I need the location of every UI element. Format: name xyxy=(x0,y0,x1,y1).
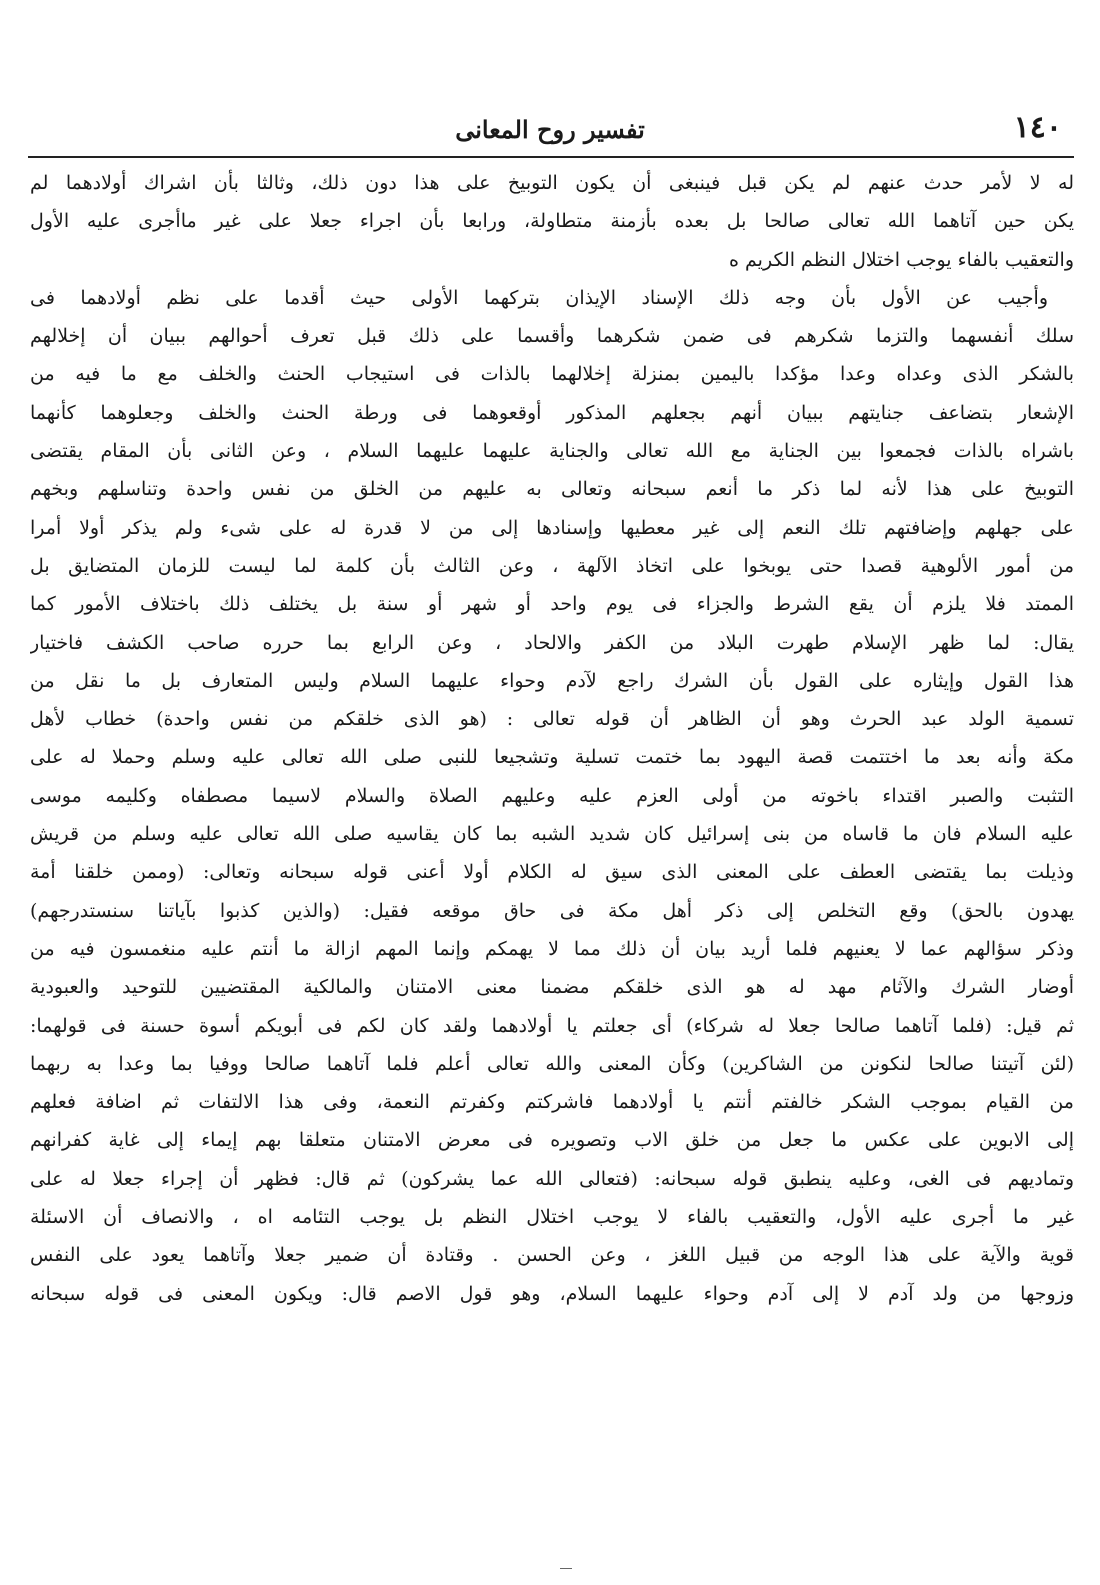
text-line: وزوجها من ولد آدم لا إلى آدم وحواء عليهما السلام، وهو قول الاصم قال: ويكون المعنى فى قوله سبحانه xyxy=(30,1282,1074,1305)
text-line: مكة وأنه بعد ما اختتمت قصة اليهود بما ختمت تسلية وتشجيعا للنبى صلى الله تعالى عليه وسلم وحملا له على xyxy=(30,746,1074,769)
text-line: الممتد فلا يلزم أن يقع الشرط والجزاء فى يوم واحد أو شهر أو سنة بل يختلف ذلك باختلاف الأمور كما xyxy=(30,593,1074,616)
text-line: عليه السلام فان ما قاساه من بنى إسرائيل كان شديد الشبه بما كان يقاسيه صلى الله تعالى عليه وسلم من قريش xyxy=(30,823,1074,846)
text-line: إلى الابوين على عكس ما جعل من خلق الاب وتصويره فى معرض الامتنان متعلقا بهم إيماء إلى غاية كفرانهم xyxy=(30,1129,1074,1152)
text-line: وذكر سؤالهم عما لا يعنيهم فلما أريد بيان أن ذلك مما لا يهمكم وإنما المهم ازالة ما أنتم عليه منغمسون فيه من xyxy=(30,937,1074,960)
text-line: من أمور الألوهية قصدا حتى يوبخوا على اتخاذ الآلهة ، وعن الثالث بأن كلمة لما ليست للزمان المتضايق بل xyxy=(30,554,1074,577)
header-rule xyxy=(28,156,1074,158)
text-line: من القيام بموجب الشكر خالفتم أنتم يا أولادهما فاشركتم وكفرتم النعمة، وفى هذا الالتفات ثم اضافة فعلهم xyxy=(30,1091,1074,1114)
text-line: والتعقيب بالفاء يوجب اختلال النظم الكريم ه xyxy=(729,248,1074,271)
page-header xyxy=(30,108,1070,154)
text-line: ثم قيل: (فلما آتاهما صالحا جعلا له شركاء) أى جعلتم يا أولادهما ولقد كان لكم فى أبويكم أسوة حسنة فى قولهما: xyxy=(30,1014,1074,1037)
text-line: باشراه بالذات فجمعوا بين الجناية مع الله تعالى والجناية عليهما عليهما السلام ، وعن الثانى بأن المقام يقتضى xyxy=(30,440,1074,463)
text-line: غير ما أجرى عليه الأول، والتعقيب بالفاء لا يوجب اختلال النظم بل يوجب التئامه اه ، والانصاف أن الاسئلة xyxy=(30,1206,1074,1229)
text-line: قوية والآية على هذا الوجه من قبيل اللغز ، وعن الحسن . وقتادة أن ضمير جعلا وآتاهما يعود على النفس xyxy=(30,1244,1074,1267)
footer-mark xyxy=(560,1568,572,1569)
text-line: سلك أنفسهما والتزما شكرهم فى ضمن شكرهما وأقسما على ذلك قبل تعرف أحوالهم ببيان أن إخلالهم xyxy=(30,325,1074,348)
text-line: وتماديهم فى الغى، وعليه ينطبق قوله سبحانه: (فتعالى الله عما يشركون) ثم قال: فظهر أن إجراء جعلا له على xyxy=(30,1167,1074,1190)
text-line: يقال: لما ظهر الإسلام طهرت البلاد من الكفر والالحاد ، وعن الرابع بما حرره صاحب الكشف فاختيار xyxy=(30,631,1074,654)
text-line: بالشكر الذى وعداه وعدا مؤكدا باليمين بمنزلة إخلالهما بالذات فى استيجاب الحنث والخلف مع ما فيه من xyxy=(30,363,1074,386)
text-line: وأجيب عن الأول بأن وجه ذلك الإسناد الإيذان بتركهما الأولى حيث أقدما على نظم أولادهما فى xyxy=(30,286,1048,309)
text-line: يكن حين آتاهما الله تعالى صالحا بل بعده بأزمنة متطاولة، ورابعا بأن اجراء جعلا على غير ماأجرى عليه الأول xyxy=(30,210,1074,233)
text-line: هذا القول وإيثاره على القول بأن الشرك راجع لآدم وحواء عليهما السلام وليس المتعارف بل ما نقل من xyxy=(30,669,1074,692)
text-line: التوبيخ على هذا لأنه لما ذكر ما أنعم سبحانه وتعالى به عليهم من الخلق من نفس واحدة وتناسلهم وبخهم xyxy=(30,478,1074,501)
text-line: يهدون بالحق) وقع التخلص إلى ذكر أهل مكة فى حاق موقعه فقيل: (والذين كذبوا بآياتنا سنستدرجهم) xyxy=(30,899,1074,922)
text-line: (لئن آتيتنا صالحا لنكونن من الشاكرين) وكأن المعنى والله تعالى أعلم فلما آتاهما صالحا ووفيا بما وعدا به ربهما xyxy=(30,1052,1074,1075)
page-number: ١٤٠ xyxy=(1013,110,1062,145)
text-line: التثبت والصبر اقتداء باخوته من أولى العزم عليه وعليهم الصلاة والسلام لاسيما مصطفاه وكليمه موسى xyxy=(30,784,1074,807)
text-line: وذيلت بما يقتضى العطف على المعنى الذى سيق له الكلام أولا أعنى قوله سبحانه وتعالى: (وممن خلقنا أمة xyxy=(30,861,1074,884)
text-line: تسمية الولد عبد الحرث وهو أن الظاهر أن قوله تعالى : (هو الذى خلقكم من نفس واحدة) خطاب لأهل xyxy=(30,708,1074,731)
text-line: الإشعار بتضاعف جنايتهم ببيان أنهم بجعلهم المذكور أوقعوهما فى ورطة الحنث والخلف وجعلوهما كأنهما xyxy=(30,401,1074,424)
text-line: أوضار الشرك والآثام مهد له هو الذى خلقكم مضمنا معنى الامتنان والمالكية المقتضيين للتوحيد والعبودية xyxy=(30,976,1074,999)
text-line: على جهلهم وإضافتهم تلك النعم إلى غير معطيها وإسنادها إلى من لا قدرة له على شىء ولم يذكر أولا أمرا xyxy=(30,516,1074,539)
text-line: له لا لأمر حدث عنهم لم يكن قبل فينبغى أن يكون التوبيخ على هذا دون ذلك، وثالثا بأن اشراك أولادهما لم xyxy=(30,172,1074,194)
running-title: تفسير روح المعانى xyxy=(455,115,645,144)
body-text xyxy=(30,164,1074,1313)
